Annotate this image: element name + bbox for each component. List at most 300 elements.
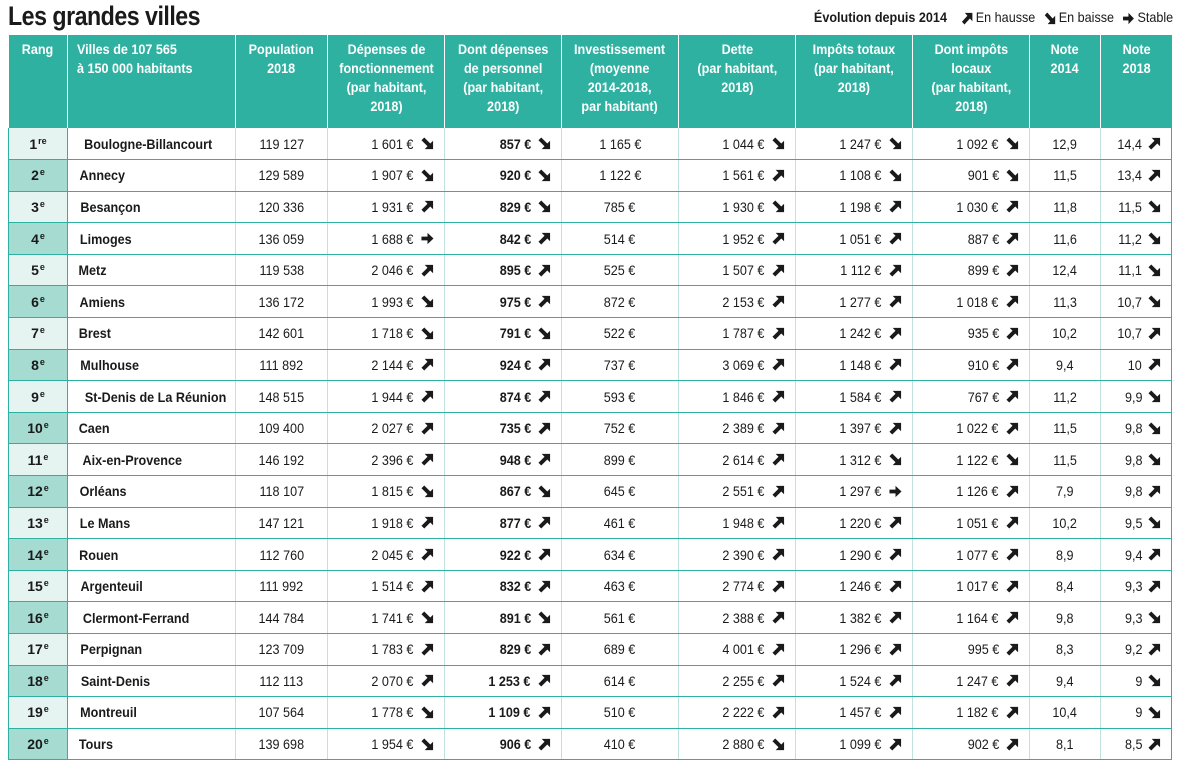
impots-locaux-value: 1 022 € [956, 420, 999, 437]
city-cell [68, 728, 236, 760]
city-cell [68, 412, 236, 444]
impots-totaux-value: 1 148 € [839, 356, 882, 373]
arrow-up-icon [1148, 643, 1161, 656]
arrow-up-icon [538, 738, 551, 751]
investissement-cell [562, 444, 679, 476]
city-cell [68, 570, 236, 602]
investissement-value: 785 € [604, 198, 636, 215]
dette-value: 1 930 € [722, 198, 765, 215]
note-2014-value: 10,2 [1052, 514, 1078, 531]
depenses-personnel-value: 1 109 € [488, 704, 531, 721]
table-row [9, 697, 1172, 729]
header-impots-locaux-label: Dont impôts locaux (par habitant, 2018) [931, 41, 1011, 114]
investissement-value: 645 € [604, 483, 636, 500]
city-cell [68, 507, 236, 539]
arrow-up-icon [889, 295, 902, 308]
depenses-personnel-cell [445, 254, 562, 286]
impots-totaux-value: 1 277 € [839, 293, 882, 310]
arrow-stable-icon [1123, 9, 1135, 25]
city-name: Saint-Denis [80, 672, 151, 689]
depenses-fonctionnement-value: 2 045 € [371, 546, 414, 563]
depenses-fonctionnement-value: 1 783 € [371, 641, 414, 658]
investissement-cell [562, 191, 679, 223]
population-cell [236, 697, 328, 729]
impots-totaux-cell [796, 570, 913, 602]
arrow-up-icon [421, 516, 434, 529]
depenses-personnel-cell [445, 349, 562, 381]
table-row [9, 665, 1172, 697]
depenses-fonctionnement-cell [328, 444, 445, 476]
investissement-value: 1 122 € [598, 167, 642, 184]
rank-cell [9, 697, 68, 729]
arrow-up-icon [889, 422, 902, 435]
depenses-personnel-cell [445, 191, 562, 223]
impots-totaux-value: 1 246 € [839, 578, 882, 595]
note-2018-value: 9 [1135, 672, 1143, 689]
investissement-value: 522 € [604, 325, 636, 342]
rank-cell [9, 539, 68, 571]
dette-value: 2 255 € [722, 672, 765, 689]
rank-cell [9, 191, 68, 223]
investissement-value: 614 € [604, 672, 636, 689]
city-name: Annecy [79, 167, 126, 184]
table-header-row [9, 35, 1172, 128]
city-name: Brest [78, 325, 112, 342]
note-2014-value: 9,8 [1056, 609, 1074, 626]
impots-totaux-value: 1 297 € [839, 483, 882, 500]
depenses-fonctionnement-cell [328, 697, 445, 729]
depenses-fonctionnement-cell [328, 728, 445, 760]
arrow-up-icon [1006, 674, 1019, 687]
cities-table [8, 35, 1172, 760]
dette-value: 2 153 € [722, 293, 765, 310]
arrow-down-icon [889, 453, 902, 466]
arrow-up-icon [889, 390, 902, 403]
header-impots-locaux [913, 35, 1030, 128]
impots-totaux-value: 1 457 € [839, 704, 882, 721]
city-cell [68, 697, 236, 729]
rank-cell [9, 476, 68, 508]
header-villes-label: Villes de 107 565 à 150 000 habitants [77, 41, 193, 76]
arrow-up-icon [538, 232, 551, 245]
dette-value: 1 846 € [722, 388, 765, 405]
depenses-personnel-value: 832 € [499, 578, 532, 595]
depenses-personnel-cell [445, 634, 562, 666]
dette-cell [679, 318, 796, 350]
dette-cell [679, 602, 796, 634]
impots-locaux-value: 899 € [967, 262, 1000, 279]
dette-value: 1 787 € [722, 325, 765, 342]
header-rang [9, 35, 68, 128]
investissement-cell [562, 160, 679, 192]
impots-locaux-value: 1 247 € [956, 672, 999, 689]
table-row [9, 634, 1172, 666]
population-value: 119 538 [259, 262, 304, 279]
population-cell [236, 286, 328, 318]
investissement-cell [562, 381, 679, 413]
impots-totaux-value: 1 312 € [839, 451, 882, 468]
population-value: 112 113 [259, 672, 304, 689]
impots-locaux-cell [913, 634, 1030, 666]
depenses-personnel-value: 895 € [499, 262, 532, 279]
table-row [9, 254, 1172, 286]
rank-cell [9, 286, 68, 318]
rank-number: 9 [31, 388, 39, 405]
note-2014-value: 12,4 [1052, 262, 1078, 279]
depenses-personnel-cell [445, 444, 562, 476]
arrow-up-icon [1006, 738, 1019, 751]
depenses-fonctionnement-value: 1 954 € [371, 736, 414, 753]
header-dette-label: Dette (par habitant, 2018) [697, 41, 777, 95]
rank-number: 19 [27, 704, 43, 721]
dette-cell [679, 665, 796, 697]
depenses-fonctionnement-cell [328, 539, 445, 571]
arrow-up-icon [889, 643, 902, 656]
rank-suffix: e [43, 609, 49, 620]
impots-locaux-cell [913, 381, 1030, 413]
arrow-up-icon [772, 706, 785, 719]
note-2014-cell [1030, 728, 1101, 760]
note-2018-value: 11,5 [1118, 198, 1142, 215]
depenses-personnel-value: 948 € [499, 451, 532, 468]
rank-number: 6 [31, 293, 39, 310]
arrow-up-icon [421, 674, 434, 687]
population-cell [236, 476, 328, 508]
rank-suffix: e [43, 420, 49, 431]
note-2014-value: 8,3 [1056, 641, 1074, 658]
header-investissement [562, 35, 679, 128]
population-value: 111 892 [259, 356, 304, 373]
city-cell [68, 160, 236, 192]
rank-number: 2 [31, 167, 39, 184]
rank-suffix: re [38, 135, 47, 146]
investissement-cell [562, 476, 679, 508]
note-2014-cell [1030, 128, 1101, 160]
impots-locaux-value: 1 122 € [956, 451, 999, 468]
arrow-up-icon [772, 453, 785, 466]
arrow-up-icon [421, 200, 434, 213]
impots-totaux-value: 1 397 € [839, 420, 882, 437]
arrow-up-icon [1006, 422, 1019, 435]
arrow-up-icon [889, 232, 902, 245]
city-cell [68, 602, 236, 634]
arrow-up-icon [1148, 169, 1161, 182]
note-2014-value: 9,4 [1056, 356, 1074, 373]
arrow-down-icon [421, 485, 434, 498]
dette-cell [679, 349, 796, 381]
arrow-up-icon [1006, 516, 1019, 529]
arrow-down-icon [1148, 200, 1161, 213]
depenses-personnel-value: 857 € [499, 135, 532, 152]
arrow-down-icon [538, 611, 551, 624]
arrow-up-icon [772, 643, 785, 656]
arrow-up-icon [772, 674, 785, 687]
dette-value: 3 069 € [722, 356, 765, 373]
population-cell [236, 412, 328, 444]
population-cell [236, 191, 328, 223]
note-2018-cell [1101, 223, 1172, 255]
dette-cell [679, 539, 796, 571]
investissement-cell [562, 223, 679, 255]
note-2014-value: 11,6 [1053, 230, 1077, 247]
depenses-fonctionnement-cell [328, 128, 445, 160]
note-2014-cell [1030, 507, 1101, 539]
table-row [9, 412, 1172, 444]
depenses-fonctionnement-cell [328, 318, 445, 350]
depenses-fonctionnement-value: 1 688 € [371, 230, 414, 247]
note-2018-value: 14,4 [1117, 135, 1142, 152]
arrow-up-icon [1006, 580, 1019, 593]
dette-cell [679, 381, 796, 413]
impots-locaux-cell [913, 728, 1030, 760]
note-2014-cell [1030, 539, 1101, 571]
rank-suffix: e [39, 388, 45, 399]
dette-value: 2 222 € [722, 704, 765, 721]
arrow-up-icon [772, 485, 785, 498]
arrow-down-icon [538, 327, 551, 340]
depenses-fonctionnement-cell [328, 254, 445, 286]
investissement-cell [562, 697, 679, 729]
note-2018-value: 9,5 [1124, 514, 1143, 531]
note-2014-value: 10,2 [1052, 325, 1078, 342]
city-name: St-Denis de La Réunion [84, 388, 227, 405]
depenses-personnel-cell [445, 570, 562, 602]
note-2018-cell [1101, 444, 1172, 476]
investissement-cell [562, 634, 679, 666]
arrow-up-icon [772, 169, 785, 182]
header-impots-totaux-label: Impôts totaux (par habitant, 2018) [812, 41, 896, 95]
population-value: 120 336 [258, 198, 305, 215]
investissement-value: 593 € [604, 388, 636, 405]
impots-totaux-value: 1 198 € [839, 198, 882, 215]
impots-locaux-value: 1 077 € [956, 546, 999, 563]
arrow-up-icon [889, 327, 902, 340]
impots-locaux-cell [913, 570, 1030, 602]
investissement-value: 634 € [604, 546, 636, 563]
note-2014-cell [1030, 412, 1101, 444]
arrow-down-icon [421, 738, 434, 751]
arrow-down-icon [1006, 453, 1019, 466]
rank-suffix: e [43, 672, 49, 683]
impots-totaux-value: 1 382 € [839, 609, 882, 626]
investissement-value: 510 € [604, 704, 636, 721]
note-2018-cell [1101, 697, 1172, 729]
population-cell [236, 254, 328, 286]
arrow-up-icon [889, 548, 902, 561]
arrow-up-icon [772, 548, 785, 561]
depenses-personnel-value: 874 € [499, 388, 532, 405]
note-2018-cell [1101, 286, 1172, 318]
population-cell [236, 223, 328, 255]
arrow-up-icon [538, 548, 551, 561]
rank-number: 8 [31, 356, 39, 373]
arrow-up-icon [538, 422, 551, 435]
note-2018-value: 10 [1128, 356, 1143, 373]
note-2018-value: 10,7 [1117, 325, 1142, 342]
depenses-personnel-cell [445, 507, 562, 539]
impots-locaux-cell [913, 191, 1030, 223]
arrow-up-icon [889, 516, 902, 529]
arrow-up-icon [1006, 232, 1019, 245]
note-2018-value: 9,2 [1124, 641, 1143, 658]
dette-cell [679, 254, 796, 286]
city-cell [68, 254, 236, 286]
legend-up [961, 9, 1035, 25]
table-row [9, 570, 1172, 602]
investissement-value: 872 € [604, 293, 636, 310]
investissement-value: 525 € [604, 262, 636, 279]
dette-value: 2 390 € [722, 546, 765, 563]
depenses-personnel-cell [445, 318, 562, 350]
note-2014-cell [1030, 634, 1101, 666]
impots-totaux-value: 1 112 € [840, 262, 882, 279]
impots-totaux-value: 1 242 € [839, 325, 882, 342]
table-row [9, 476, 1172, 508]
rank-suffix: e [39, 325, 45, 336]
arrow-down-icon [538, 485, 551, 498]
depenses-personnel-value: 842 € [499, 230, 532, 247]
dette-cell [679, 570, 796, 602]
note-2018-value: 10,7 [1117, 293, 1142, 310]
impots-totaux-cell [796, 128, 913, 160]
depenses-fonctionnement-cell [328, 570, 445, 602]
arrow-up-icon [772, 422, 785, 435]
depenses-personnel-cell [445, 128, 562, 160]
investissement-cell [562, 728, 679, 760]
rank-number: 3 [31, 198, 39, 215]
depenses-personnel-cell [445, 697, 562, 729]
depenses-fonctionnement-cell [328, 634, 445, 666]
rank-number: 13 [27, 514, 43, 531]
city-name: Boulogne-Billancourt [84, 135, 213, 152]
rank-cell [9, 507, 68, 539]
table-row [9, 160, 1172, 192]
impots-locaux-value: 1 018 € [956, 293, 999, 310]
depenses-personnel-value: 891 € [499, 609, 532, 626]
dette-cell [679, 728, 796, 760]
impots-totaux-value: 1 108 € [839, 167, 882, 184]
impots-locaux-cell [913, 254, 1030, 286]
note-2014-value: 12,9 [1052, 135, 1078, 152]
depenses-fonctionnement-cell [328, 476, 445, 508]
investissement-cell [562, 128, 679, 160]
rank-suffix: e [43, 546, 49, 557]
population-cell [236, 507, 328, 539]
note-2014-value: 11,3 [1053, 293, 1077, 310]
arrow-up-icon [889, 674, 902, 687]
investissement-cell [562, 318, 679, 350]
arrow-up-icon [538, 674, 551, 687]
depenses-fonctionnement-cell [328, 507, 445, 539]
depenses-personnel-cell [445, 476, 562, 508]
table-row [9, 223, 1172, 255]
rank-number: 10 [27, 420, 43, 437]
population-value: 111 992 [259, 578, 304, 595]
impots-totaux-cell [796, 318, 913, 350]
rank-cell [9, 318, 68, 350]
population-cell [236, 570, 328, 602]
arrow-down-icon [1148, 611, 1161, 624]
table-row [9, 349, 1172, 381]
arrow-down-icon [538, 200, 551, 213]
note-2014-value: 7,9 [1056, 483, 1074, 500]
investissement-value: 899 € [604, 451, 636, 468]
note-2018-cell [1101, 507, 1172, 539]
population-value: 142 601 [258, 325, 305, 342]
impots-locaux-cell [913, 507, 1030, 539]
impots-totaux-cell [796, 665, 913, 697]
population-cell [236, 128, 328, 160]
city-cell [68, 191, 236, 223]
depenses-fonctionnement-value: 1 918 € [371, 514, 414, 531]
population-value: 123 709 [258, 641, 305, 658]
depenses-fonctionnement-value: 1 778 € [371, 704, 414, 721]
note-2018-value: 9,8 [1124, 483, 1143, 500]
table-row [9, 286, 1172, 318]
city-name: Rouen [79, 546, 119, 563]
arrow-up-icon [421, 580, 434, 593]
dette-value: 2 880 € [722, 736, 765, 753]
depenses-fonctionnement-value: 1 718 € [371, 325, 414, 342]
note-2018-cell [1101, 602, 1172, 634]
rank-suffix: e [39, 356, 45, 367]
arrow-up-icon [772, 327, 785, 340]
arrow-up-icon [772, 390, 785, 403]
impots-locaux-value: 1 051 € [956, 514, 999, 531]
impots-locaux-cell [913, 128, 1030, 160]
note-2018-value: 9 [1135, 704, 1143, 721]
header-population-label: Population 2018 [248, 41, 315, 76]
population-value: 139 698 [258, 736, 305, 753]
dette-value: 1 044 € [722, 135, 765, 152]
header-rang-label: Rang [22, 41, 54, 57]
arrow-down-icon [1148, 706, 1161, 719]
population-value: 112 760 [259, 546, 304, 563]
note-2018-cell [1101, 539, 1172, 571]
investissement-value: 737 € [604, 356, 636, 373]
dette-cell [679, 412, 796, 444]
arrow-down-icon [889, 169, 902, 182]
impots-locaux-value: 1 092 € [956, 135, 999, 152]
note-2018-value: 8,5 [1124, 736, 1143, 753]
header-depenses-fonctionnement-label: Dépenses de fonctionnement (par habitant, 2018) [338, 41, 434, 114]
arrow-up-icon [1148, 137, 1161, 150]
depenses-personnel-cell [445, 381, 562, 413]
arrow-up-icon [889, 264, 902, 277]
arrow-up-icon [538, 295, 551, 308]
impots-totaux-cell [796, 476, 913, 508]
rank-number: 14 [27, 546, 43, 563]
arrow-up-icon [889, 200, 902, 213]
population-value: 147 121 [258, 514, 305, 531]
arrow-up-icon [1006, 264, 1019, 277]
note-2018-cell [1101, 318, 1172, 350]
population-cell [236, 728, 328, 760]
note-2018-value: 9,8 [1124, 451, 1143, 468]
arrow-down-icon [421, 169, 434, 182]
rank-number: 20 [27, 736, 43, 753]
impots-totaux-cell [796, 160, 913, 192]
investissement-cell [562, 349, 679, 381]
arrow-up-icon [961, 9, 973, 25]
impots-locaux-value: 887 € [967, 230, 1000, 247]
table-row [9, 444, 1172, 476]
arrow-up-icon [772, 516, 785, 529]
city-cell [68, 223, 236, 255]
impots-totaux-value: 1 296 € [839, 641, 882, 658]
note-2014-value: 9,4 [1056, 672, 1074, 689]
impots-totaux-cell [796, 381, 913, 413]
